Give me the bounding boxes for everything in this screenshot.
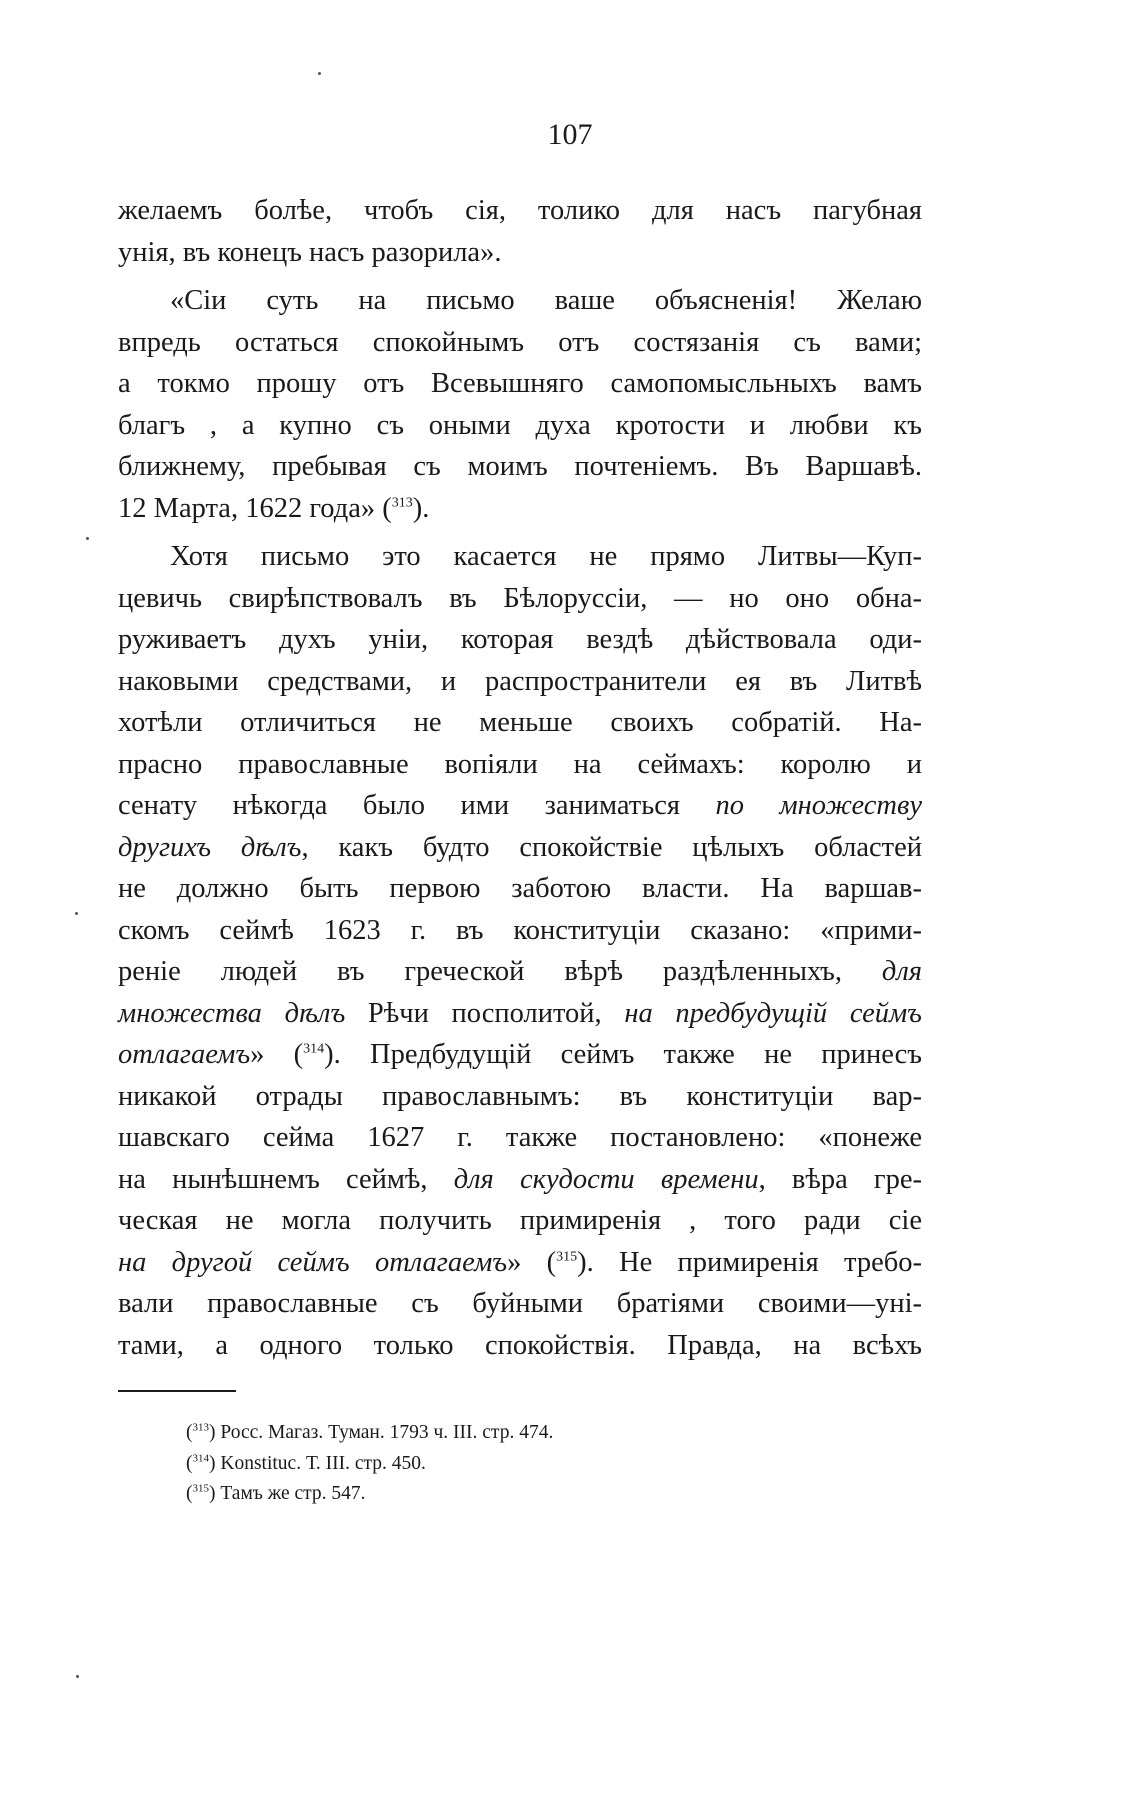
- line-text: никакой отрады православнымъ: въ конституціи вар-: [118, 1080, 922, 1112]
- italic-text: на предбудущій сеймъ: [624, 997, 922, 1029]
- italic-text: по множеству: [715, 790, 922, 821]
- line-text: на нынѣшнемъ сеймѣ,: [118, 1163, 454, 1195]
- text-line: [118, 322, 922, 364]
- footnote-number: 314: [192, 1452, 209, 1464]
- text-line: [118, 910, 922, 952]
- line-text: реніе людей въ греческой вѣрѣ раздѣленныхъ,: [118, 956, 882, 987]
- line-text: желаемъ болѣе, чтобъ сія, толико для насъ пагубная: [118, 195, 922, 226]
- text-line: [118, 232, 922, 274]
- italic-text: на другой сеймъ отлагаемъ: [118, 1246, 508, 1278]
- paragraph-spacer: [118, 529, 922, 536]
- text-line: [118, 280, 922, 322]
- text-line: [118, 827, 922, 869]
- footnote-number: 313: [192, 1421, 209, 1434]
- footnote-number: 315: [192, 1482, 209, 1495]
- print-speck: [318, 72, 321, 75]
- footnote-text: Тамъ же стр. 547.: [220, 1483, 366, 1504]
- footnote-reference: 314: [303, 1041, 325, 1057]
- line-text: ).: [412, 492, 430, 524]
- line-text: не должно быть первою заботою власти. На варшав-: [118, 873, 922, 904]
- italic-text: отлагаемъ: [118, 1039, 251, 1070]
- text-line: [118, 405, 922, 447]
- italic-text: другихъ дѣлъ: [118, 831, 302, 863]
- line-text: «Сіи суть на письмо ваше объясненія! Желаю: [170, 285, 922, 316]
- italic-text: множества дѣлъ: [118, 997, 346, 1029]
- line-text: наковыми средствами, и распространители ея въ Литвѣ: [118, 665, 922, 697]
- line-text: Хотя письмо это касается не прямо Литвы—Куп-: [170, 541, 922, 572]
- line-text: унія, въ конецъ насъ разорила».: [118, 236, 502, 268]
- text-line: [118, 363, 922, 405]
- line-text: а токмо прошу отъ Всевышняго самопомысльныхъ вамъ: [118, 368, 922, 399]
- line-text: » (: [507, 1246, 557, 1278]
- line-text: шавскаго сейма 1627 г. также постановлено: «понеже: [118, 1122, 922, 1153]
- text-line: [118, 744, 922, 786]
- paragraph-spacer: [118, 273, 922, 280]
- text-line: [118, 1242, 922, 1284]
- text-line: [118, 868, 922, 910]
- line-text: » (: [250, 1039, 304, 1070]
- page-number: 107: [547, 118, 593, 151]
- footnote-text: Росс. Магаз. Туман. 1793 ч. III. стр. 474.: [220, 1422, 554, 1443]
- line-text: , вѣра гре-: [758, 1163, 923, 1195]
- line-text: вали православные съ буйными братіями своими—уні-: [118, 1288, 922, 1319]
- text-line: [118, 578, 922, 620]
- line-text: Рѣчи посполитой,: [345, 997, 625, 1029]
- print-speck: [75, 912, 78, 915]
- text-line: [118, 785, 922, 827]
- text-line: [118, 1034, 922, 1076]
- text-line: [118, 993, 922, 1035]
- text-line: [118, 702, 922, 744]
- line-text: ). Предбудущій сеймъ также не принесъ: [324, 1039, 922, 1070]
- text-line: [118, 536, 922, 578]
- italic-text: для: [881, 956, 922, 987]
- footnote-rule: [118, 1390, 236, 1392]
- text-line: [118, 488, 922, 530]
- text-line: [118, 619, 922, 661]
- footnote: ($^{313}$) Росс. Магаз. Туман. 1793 ч. III. стр. 474.: [186, 1421, 554, 1443]
- text-line: [118, 1159, 922, 1201]
- line-text: 12 Марта, 1622 года» (: [118, 492, 392, 524]
- line-text: руживаетъ духъ уніи, которая вездѣ дѣйствовала оди-: [118, 624, 922, 655]
- footnote-reference: 313: [391, 495, 413, 510]
- footnote: ($^{314}$) Konstituc. Т. III. стр. 450.: [186, 1452, 426, 1474]
- line-text: скомъ сеймѣ 1623 г. въ конституціи сказано: «прими-: [118, 914, 922, 946]
- line-text: хотѣли отличиться не меньше своихъ собратій. На-: [118, 707, 922, 738]
- line-text: , какъ будто спокойствіе цѣлыхъ областей: [301, 831, 922, 863]
- text-line: [118, 1076, 922, 1118]
- line-text: ческая не могла получить примиренія , того ради сіе: [118, 1205, 922, 1236]
- italic-text: для скудости времени: [453, 1163, 759, 1195]
- text-line: [118, 951, 922, 993]
- line-text: прасно православные вопіяли на сеймахъ: королю и: [118, 748, 922, 780]
- footnote: ($^{315}$) Тамъ же стр. 547.: [186, 1482, 366, 1504]
- footnotes: [186, 1418, 886, 1510]
- line-text: впредь остаться спокойнымъ отъ состязанія съ вами;: [118, 326, 922, 358]
- line-text: ближнему, пребывая съ моимъ почтеніемъ. Въ Варшавѣ.: [118, 451, 922, 482]
- footnote-reference: 315: [556, 1249, 578, 1264]
- line-text: ). Не примиренія требо-: [577, 1246, 923, 1278]
- footnote-text: Konstituc. Т. III. стр. 450.: [220, 1452, 426, 1474]
- body-text: [118, 190, 922, 1366]
- print-speck: [86, 537, 89, 540]
- line-text: цевичь свирѣпствовалъ въ Бѣлоруссіи, — но оно обна-: [118, 582, 922, 614]
- text-line: [118, 446, 922, 488]
- line-text: тами, а одного только спокойствія. Правда, на всѣхъ: [118, 1329, 922, 1361]
- line-text: благъ , а купно съ оными духа кротости и любви къ: [118, 409, 922, 441]
- text-line: [118, 1325, 922, 1367]
- text-line: [118, 1117, 922, 1159]
- print-speck: [76, 1675, 79, 1678]
- text-line: [118, 1283, 922, 1325]
- text-line: [118, 190, 922, 232]
- text-line: [118, 661, 922, 703]
- text-line: [118, 1200, 922, 1242]
- line-text: сенату нѣкогда было ими заниматься: [118, 790, 716, 821]
